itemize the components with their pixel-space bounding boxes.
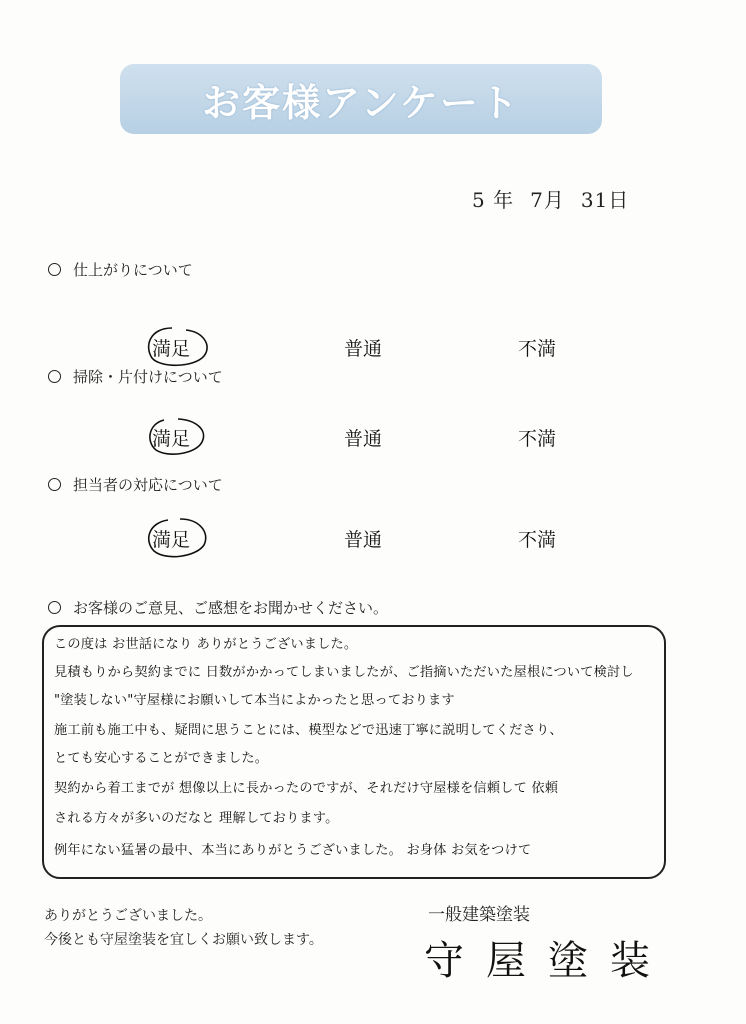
date [472, 184, 629, 213]
option-unsatisfied[interactable]: 不満 [518, 529, 557, 551]
choices-staff [0, 525, 746, 565]
comment-line: この度は お世話になり ありがとうございました。 [54, 637, 358, 652]
choices-cleanup [0, 424, 746, 464]
option-normal[interactable]: 普通 [344, 428, 383, 450]
comment-box [42, 625, 666, 879]
question-staff [48, 474, 223, 495]
comment-line: 施工前も施工中も、疑問に思うことには、模型などで迅速丁寧に説明してくださり、 [54, 723, 563, 738]
thanks-text: ありがとうございました。 [44, 908, 212, 924]
bullet-circle-icon [48, 601, 61, 614]
footer-message [44, 904, 323, 952]
opinion-label: お客様のご意見、ご感想をお聞かせください。 [73, 599, 389, 617]
option-label: 満足 [152, 529, 191, 551]
option-label: 満足 [152, 338, 191, 360]
option-normal[interactable]: 普通 [344, 529, 383, 551]
option-satisfied[interactable] [152, 424, 190, 451]
comment-line: 例年にない猛暑の最中、本当にありがとうございました。 お身体 お気をつけて [54, 843, 532, 858]
option-label: 満足 [152, 428, 191, 450]
option-normal[interactable]: 普通 [344, 338, 383, 360]
comment-line: とても安心することができました。 [54, 751, 269, 766]
page-title: お客様アンケート [202, 79, 520, 125]
comment-line: "塗装しない"守屋様にお願いして本当によかったと思っております [54, 693, 455, 708]
date-day: 31日 [580, 188, 630, 212]
question-label: 担当者の対応について [73, 476, 223, 494]
option-satisfied[interactable] [152, 525, 190, 552]
bullet-circle-icon [48, 478, 61, 491]
question-label: 仕上がりについて [73, 261, 193, 279]
question-cleanup [48, 366, 223, 387]
bullet-circle-icon [48, 370, 61, 383]
opinion-prompt [48, 597, 388, 618]
comment-line: 見積もりから契約までに 日数がかかってしまいましたが、ご指摘いただいた屋根について検討し [54, 665, 634, 680]
date-month: 7月 [530, 188, 565, 212]
question-label: 掃除・片付けについて [73, 368, 223, 386]
option-unsatisfied[interactable]: 不満 [518, 338, 557, 360]
option-unsatisfied[interactable]: 不満 [518, 428, 557, 450]
title-banner [120, 64, 602, 134]
company-block [424, 900, 672, 986]
option-satisfied[interactable] [152, 334, 190, 361]
company-name: 守屋塗装 [424, 938, 672, 984]
question-finish [48, 259, 193, 280]
company-type: 一般建築塗装 [428, 905, 530, 925]
request-text: 今後とも守屋塗装を宜しくお願い致します。 [44, 932, 323, 948]
date-year: 5 年 [472, 188, 515, 212]
comment-line: 契約から着工までが 想像以上に長かったのですが、それだけ守屋様を信頼して 依頼 [54, 781, 559, 796]
comment-line: される方々が多いのだなと 理解しております。 [54, 811, 339, 826]
bullet-circle-icon [48, 263, 61, 276]
